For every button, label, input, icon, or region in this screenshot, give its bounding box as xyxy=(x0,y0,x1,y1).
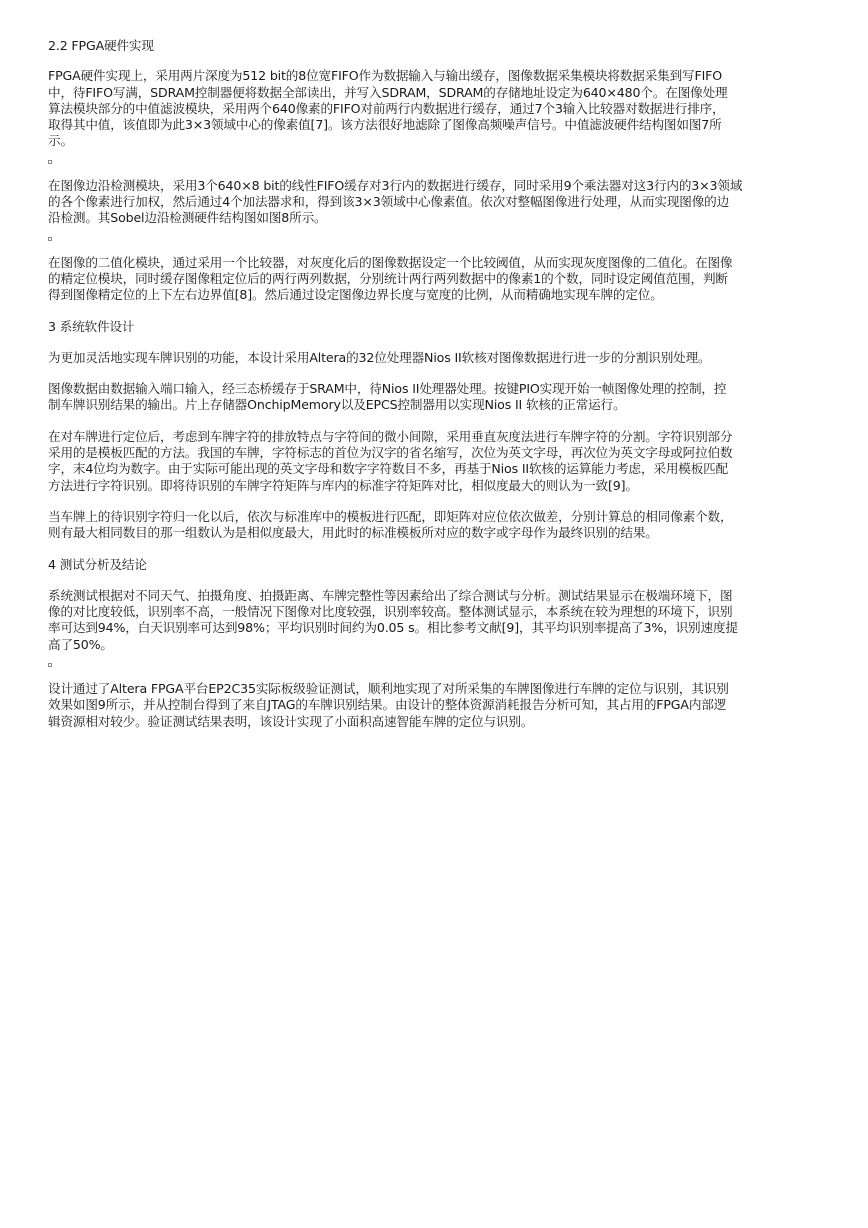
text-line: 制车牌识别结果的输出。片上存储器OnchipMemory以及EPCS控制器用以实现Nios II 软核的正常运行。 xyxy=(48,397,626,413)
text-line: 的精定位模块，同时缓存图像粗定位后的两行两列数据，分别统计两行两列数据中的像素1的个数，同时设定阈值范围，判断 xyxy=(48,270,728,286)
paragraph-nios-intro xyxy=(48,350,822,366)
text-line: 像的对比度较低，识别率不高，一般情况下图像对比度较强，识别率较高。整体测试显示，本系统在较为理想的环境下，识别 xyxy=(48,604,733,620)
section-heading-2-2: 2.2 FPGA硬件实现 xyxy=(48,38,154,53)
paragraph-template-matching xyxy=(48,509,822,542)
text-line: 中，待FIFO写满，SDRAM控制器便将数据全部读出，并写入SDRAM，SDRAM的存储地址设定为640×480个。在图像处理 xyxy=(48,84,728,100)
paragraph-test-analysis xyxy=(48,588,822,653)
text-line: 沿检测。其Sobel边沿检测硬件结构图如图8所示。 xyxy=(48,210,327,226)
section-heading-4: 4 测试分析及结论 xyxy=(48,556,147,572)
document-content xyxy=(48,38,822,730)
broken-image-icon-figure-9 xyxy=(48,663,52,667)
text-line: 在图像边沿检测模块，采用3个640×8 bit的线性FIFO缓存对3行内的数据进行缓存，同时采用9个乘法器对这3行内的3×3领域 xyxy=(48,177,743,193)
paragraph-fpga-implementation xyxy=(48,68,822,149)
text-line: 则有最大相同数目的那一组数认为是相似度最大，用此时的标准模板所对应的数字或字母作为最终识别的结果。 xyxy=(48,525,658,541)
text-line: 取得其中值，该值即为此3×3领域中心的像素值[7]。该方法很好地滤除了图像高频噪声信号。中值滤波硬件结构图如图7所 xyxy=(48,117,722,133)
text-line: 当车牌上的待识别字符归一化以后，依次与标准库中的模板进行匹配，即矩阵对应位依次做差，分别计算总的相同像素个数， xyxy=(48,508,733,524)
text-line: 高了50%。 xyxy=(48,636,113,652)
text-line: 采用的是模板匹配的方法。我国的车牌，字符标志的首位为汉字的省名缩写，次位为英文字母，再次位为英文字母或阿拉伯数 xyxy=(48,445,733,461)
text-line: 设计通过了Altera FPGA平台EP2C35实际板级验证测试，顺利地实现了对所采集的车牌图像进行车牌的定位与识别，其识别 xyxy=(48,681,729,697)
text-line: 辑资源相对较少。验证测试结果表明，该设计实现了小面积高速智能车牌的定位与识别。 xyxy=(48,713,534,729)
text-line: 算法模块部分的中值滤波模块，采用两个640像素的FIFO对前两行内数据进行缓存，通过7个3输入比较器对数据进行排序， xyxy=(48,100,725,116)
text-line: FPGA硬件实现上，采用两片深度为512 bit的8位宽FIFO作为数据输入与输出缓存，图像数据采集模块将数据采集到写FIFO xyxy=(48,68,723,84)
paragraph-edge-detection xyxy=(48,178,822,227)
paragraph-conclusion xyxy=(48,681,822,730)
text-line: 方法进行字符识别。即将待识别的车牌字符矩阵与库内的标准字符矩阵对比，相似度最大的则认为一致[9]。 xyxy=(48,477,638,493)
text-line: 在对车牌进行定位后，考虑到车牌字符的排放特点与字符间的微小间隙，采用垂直灰度法进行车牌字符的分割。字符识别部分 xyxy=(48,428,733,444)
text-line: 字，末4位均为数字。由于实际可能出现的英文字母和数字字符数目不多，再基于Nios II软核的运算能力考虑，采用模板匹配 xyxy=(48,461,729,477)
text-line: 图像数据由数据输入端口输入，经三态桥缓存于SRAM中，待Nios II处理器处理。按键PIO实现开始一帧图像处理的控制，控 xyxy=(48,381,727,397)
text-line: 示。 xyxy=(48,133,73,149)
broken-image-icon-figure-7 xyxy=(48,160,52,164)
section-heading-3: 3 系统软件设计 xyxy=(48,318,135,334)
text-line: 的各个像素进行加权，然后通过4个加法器求和，得到该3×3领域中心像素值。依次对整幅图像进行处理，从而实现图像的边 xyxy=(48,194,730,210)
paragraph-data-input xyxy=(48,381,822,414)
text-line: 为更加灵活地实现车牌识别的功能，本设计采用Altera的32位处理器Nios II软核对图像数据进行进一步的分割识别处理。 xyxy=(48,349,711,365)
paragraph-binarization xyxy=(48,255,822,304)
text-line: 在图像的二值化模块，通过采用一个比较器，对灰度化后的图像数据设定一个比较阈值，从而实现灰度图像的二值化。在图像 xyxy=(48,254,733,270)
text-line: 效果如图9所示，并从控制台得到了来自JTAG的车牌识别结果。由设计的整体资源消耗报告分析可知，其占用的FPGA内部逻 xyxy=(48,697,727,713)
text-line: 得到图像精定位的上下左右边界值[8]。然后通过设定图像边界长度与宽度的比例，从而精确地实现车牌的定位。 xyxy=(48,287,663,303)
text-line: 系统测试根据对不同天气、拍摄角度、拍摄距离、车牌完整性等因素给出了综合测试与分析。测试结果显示在极端环境下，图 xyxy=(48,587,733,603)
broken-image-icon-figure-8 xyxy=(48,237,52,241)
paragraph-character-segmentation xyxy=(48,429,822,494)
text-line: 率可达到94%，白天识别率可达到98%；平均识别时间约为0.05 s。相比参考文献[9]，其平均识别率提高了3%，识别速度提 xyxy=(48,620,738,636)
